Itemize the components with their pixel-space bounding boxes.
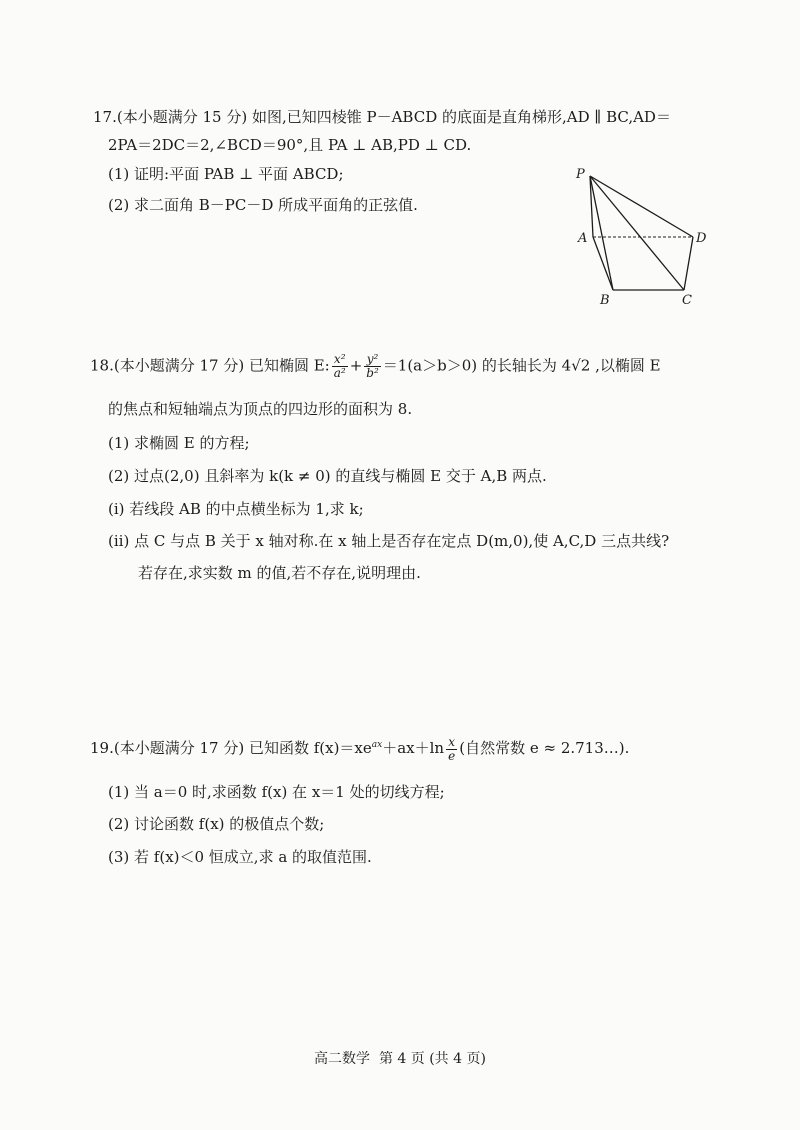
q19-part2: (2) 讨论函数 f(x) 的极值点个数; bbox=[108, 815, 325, 833]
page-footer: 高二数学 第 4 页 (共 4 页) bbox=[314, 1051, 486, 1067]
q18-heading-suffix: ＝1(a＞b＞0) 的长轴长为 4√2 ,以椭圆 E bbox=[382, 356, 661, 375]
plus-sign: + bbox=[349, 356, 363, 375]
q18-condition: 的焦点和短轴端点为顶点的四边形的面积为 8. bbox=[108, 400, 413, 418]
fraction-denominator: e bbox=[448, 748, 456, 763]
fraction-x-e bbox=[446, 736, 457, 763]
q18-part2-ii-continued: 若存在,求实数 m 的值,若不存在,说明理由. bbox=[138, 564, 421, 582]
exponent: ax bbox=[371, 740, 383, 750]
q19-heading-suffix: (自然常数 e ≈ 2.713…). bbox=[459, 739, 630, 757]
q17-part1: (1) 证明:平面 PAB ⊥ 平面 ABCD; bbox=[108, 165, 344, 183]
q18-heading-prefix: 18.(本小题满分 17 分) 已知椭圆 E: bbox=[90, 356, 330, 375]
label-C: C bbox=[682, 293, 692, 308]
q18-heading bbox=[90, 353, 661, 380]
fraction-denominator: a² bbox=[333, 366, 346, 380]
q18-part2: (2) 过点(2,0) 且斜率为 k(k ≠ 0) 的直线与椭圆 E 交于 A,B 两点. bbox=[108, 467, 547, 485]
q17-conditions: 2PA＝2DC＝2,∠BCD＝90°,且 PA ⊥ AB,PD ⊥ CD. bbox=[108, 136, 472, 154]
label-P: P bbox=[576, 167, 585, 182]
fraction-denominator: b² bbox=[366, 366, 379, 380]
label-A: A bbox=[578, 231, 588, 246]
q17-part2: (2) 求二面角 B－PC－D 所成平面角的正弦值. bbox=[108, 196, 418, 214]
q18-part2-ii: (ⅱ) 点 C 与点 B 关于 x 轴对称.在 x 轴上是否存在定点 D(m,0),使 A,C,D 三点共线? bbox=[108, 532, 670, 550]
label-B: B bbox=[600, 293, 610, 308]
fraction-numerator: y² bbox=[364, 353, 381, 367]
fraction-numerator: x bbox=[446, 736, 457, 750]
q19-heading-prefix: 19.(本小题满分 17 分) 已知函数 f(x)＝xe bbox=[90, 739, 372, 757]
pyramid-figure bbox=[570, 160, 720, 310]
q19-part3: (3) 若 f(x)＜0 恒成立,求 a 的取值范围. bbox=[108, 848, 372, 866]
fraction-y2-b2 bbox=[364, 353, 381, 380]
q19-part1: (1) 当 a＝0 时,求函数 f(x) 在 x＝1 处的切线方程; bbox=[108, 783, 445, 801]
q19-heading bbox=[90, 734, 629, 763]
fraction-numerator: x² bbox=[332, 353, 348, 367]
label-D: D bbox=[696, 231, 707, 246]
q18-part1: (1) 求椭圆 E 的方程; bbox=[108, 434, 250, 452]
fraction-x2-a2 bbox=[332, 353, 348, 380]
q17-heading: 17.(本小题满分 15 分) 如图,已知四棱锥 P－ABCD 的底面是直角梯形,AD ∥ BC,AD＝ bbox=[93, 108, 671, 126]
q18-part2-i: (ⅰ) 若线段 AB 的中点横坐标为 1,求 k; bbox=[108, 500, 364, 518]
q19-heading-mid: ＋ax＋ln bbox=[382, 739, 445, 757]
